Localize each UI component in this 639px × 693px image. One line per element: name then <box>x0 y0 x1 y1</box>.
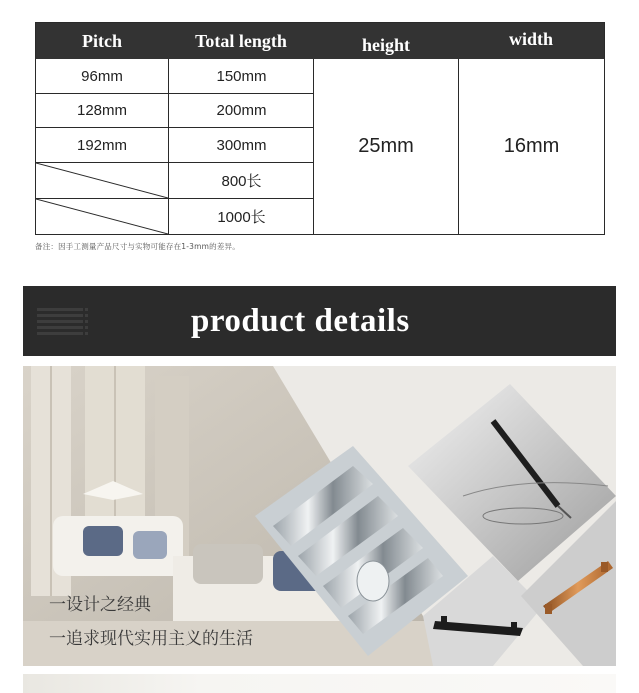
empty-cell-diagonal <box>36 163 168 198</box>
header-height: height <box>361 34 410 55</box>
table-cell-pitch: 128mm <box>76 102 128 119</box>
table-cell-length: 300mm <box>216 136 267 154</box>
table-cell-length: 150mm <box>216 67 267 85</box>
table-cell-length: 1000长 <box>217 209 266 226</box>
slogan-line-1: 一设计之经典 <box>49 595 151 615</box>
menu-lines-icon <box>37 308 89 338</box>
table-cell-length: 800长 <box>221 173 262 190</box>
width-value: 16mm <box>503 135 560 157</box>
spec-table <box>35 22 605 235</box>
product-details-banner <box>23 286 616 356</box>
header-width: width <box>508 28 553 49</box>
measurement-note: 备注：因手工测量产品尺寸与实物可能存在1-3mm的差异。 <box>35 242 240 251</box>
table-cell-length: 200mm <box>216 102 267 119</box>
spec-table-header <box>36 23 604 59</box>
table-cell-pitch: 96mm <box>81 67 123 85</box>
banner-title: product details <box>191 302 410 339</box>
empty-cell-diagonal <box>36 199 168 234</box>
height-value: 25mm <box>358 135 414 157</box>
slogan-line-2: 一追求现代实用主义的生活 <box>49 629 253 649</box>
header-pitch: Pitch <box>82 30 122 51</box>
table-cell-pitch: 192mm <box>76 136 128 154</box>
product-collage <box>23 366 616 666</box>
next-section-preview <box>23 674 616 693</box>
header-total-length: Total length <box>195 30 287 51</box>
collage-artwork <box>23 366 616 666</box>
